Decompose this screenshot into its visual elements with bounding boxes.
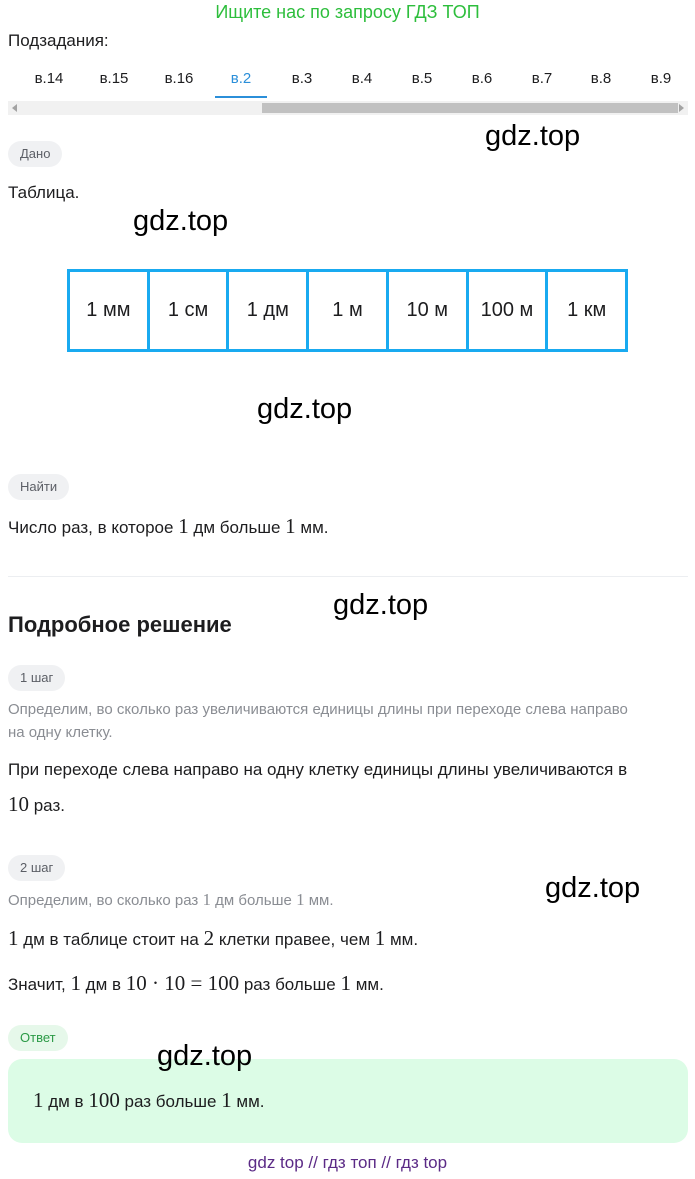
step1-hint-line1: Определим, во сколько раз увеличиваются единицы длины при переходе слева направо: [8, 701, 628, 718]
tab-v8[interactable]: в.8: [590, 70, 612, 87]
tabs-scrollbar[interactable]: [8, 101, 688, 115]
unit-cell-km: 1 км: [567, 299, 607, 321]
solution-heading: Подробное решение: [8, 612, 232, 637]
tab-v16[interactable]: в.16: [164, 70, 194, 87]
given-text: Таблица.: [8, 183, 80, 202]
unit-cell-dm: 1 дм: [229, 272, 309, 349]
tab-v2[interactable]: в.2: [215, 68, 267, 98]
step2-line1: 1 дм в таблице стоит на 2 клетки правее, чем 1 мм.: [8, 926, 419, 950]
unit-cell-10m: 10 м: [389, 272, 469, 349]
watermark-2: gdz.top: [133, 205, 229, 237]
scrollbar-thumb[interactable]: [262, 103, 678, 113]
tab-v15[interactable]: в.15: [99, 70, 129, 87]
step2-chip: 2 шаг: [8, 855, 65, 881]
watermark-6: gdz.top: [157, 1040, 253, 1072]
scroll-left-arrow-icon[interactable]: [8, 101, 22, 115]
step2-line2: Значит, 1 дм в 10 · 10 = 100 раз больше 1 мм.: [8, 971, 384, 995]
step1-hint-line2: на одну клетку.: [8, 724, 113, 741]
watermark-5: gdz.top: [545, 872, 641, 904]
step1-text-line1: При переходе слева направо на одну клетку единицы длины увеличиваются в: [8, 760, 628, 779]
subtask-tabs: [8, 68, 678, 98]
tab-v5[interactable]: в.5: [411, 70, 433, 87]
tab-v9[interactable]: в.9: [650, 70, 672, 87]
watermark-4: gdz.top: [333, 589, 429, 621]
unit-cell-cm: 1 см: [150, 272, 230, 349]
step2-hint: Определим, во сколько раз 1 дм больше 1 мм.: [8, 890, 334, 909]
units-table: [67, 269, 628, 352]
scroll-right-arrow-icon[interactable]: [674, 101, 688, 115]
step1-text-line2: 10 раз.: [8, 792, 65, 816]
watermark-1: gdz.top: [485, 120, 581, 152]
section-divider: [8, 576, 688, 577]
promo-banner: Ищите нас по запросу ГДЗ ТОП: [215, 2, 480, 22]
answer-text: 1 дм в 100 раз больше 1 мм.: [33, 1088, 265, 1112]
footer-links[interactable]: gdz top // гдз топ // гдз top: [247, 1153, 448, 1172]
given-chip: Дано: [8, 141, 62, 167]
unit-cell-mm: 1 мм: [70, 272, 150, 349]
unit-cell-100m: 100 м: [469, 272, 549, 349]
tab-v7[interactable]: в.7: [531, 70, 553, 87]
watermark-3: gdz.top: [257, 393, 353, 425]
find-chip: Найти: [8, 474, 69, 500]
tab-v6[interactable]: в.6: [471, 70, 493, 87]
subtasks-label: Подзадания:: [8, 31, 109, 50]
tab-v14[interactable]: в.14: [34, 70, 64, 87]
find-text: Число раз, в которое 1 дм больше 1 мм.: [8, 514, 329, 538]
tab-v4[interactable]: в.4: [351, 70, 373, 87]
step1-chip: 1 шаг: [8, 665, 65, 691]
unit-cell-m: 1 м: [309, 272, 389, 349]
answer-chip: Ответ: [8, 1025, 68, 1051]
tab-v3[interactable]: в.3: [291, 70, 313, 87]
